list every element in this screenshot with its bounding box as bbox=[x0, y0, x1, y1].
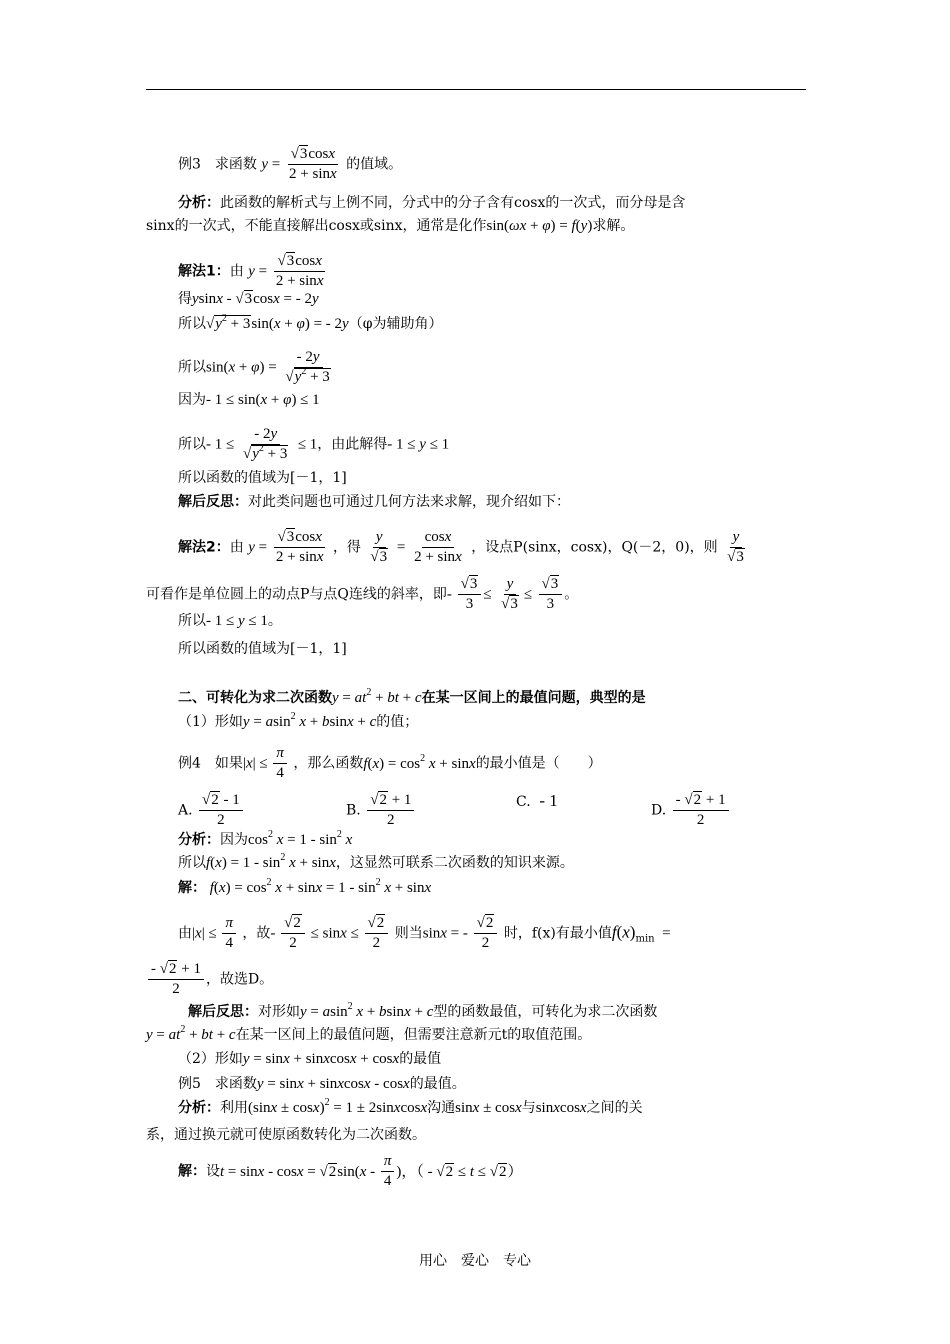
example-5: 例5 求函数y = sinx + sinxcosx - cosx的最值。 bbox=[178, 1076, 466, 1092]
page-footer: 用心 爱心 专心 bbox=[419, 1253, 531, 1269]
option-b[interactable]: B. $\frac{√2 + 1}{2}$ bbox=[346, 791, 416, 830]
method-2-range: 所以函数的值域为[－1，1] bbox=[178, 641, 347, 657]
method-1-line-6: 所以- 1 ≤ $\frac{- 2y}{√y^2 + 3}$ ≤ 1，由此解得- 1 ≤ y ≤ 1 bbox=[178, 426, 450, 462]
solution-4-line-1: 解： $f(x) = \cos^2 x + \sin x = 1 - \sin^2 x + \sin x$ bbox=[178, 877, 432, 896]
solution-4-line-3: $\frac{- √2 + 1}{2}$ ，故选D。 bbox=[146, 960, 273, 999]
analysis-2-line-1: 分析：因为$\cos^2 x = 1 - \sin^2 x$ bbox=[178, 829, 353, 848]
section-2-item-2: （2）形如y = sinx + sinxcosx + cosx的最值 bbox=[178, 1051, 442, 1067]
method-1-line-5: 因为- 1 ≤ sin(x + φ) ≤ 1 bbox=[178, 392, 320, 408]
reflection-1: 解后反思：对此类问题也可通过几何方法来求解，现介绍如下： bbox=[178, 494, 570, 510]
section-2-title: 二、可转化为求二次函数$y = at^2$ + bt + c在某一区间上的最值问题，典型的是 bbox=[178, 687, 646, 706]
method-1-range: 所以函数的值域为[－1，1] bbox=[178, 470, 347, 486]
method-1-line-1: 解法1：由 y = $\frac{√3\cos x}{2 + \sin x}$ bbox=[178, 253, 324, 289]
example-4: 例4 如果|x| ≤ $\frac{\pi}{4}$ ，那么函数$f(x) = \cos^2 x + \sin x$的最小值是（ ） bbox=[178, 745, 602, 781]
header-rule bbox=[146, 89, 806, 90]
method-1-line-3: 所以$√y^2 + 3\sin(x + \varphi)$ = - 2y（φ为辅助角） bbox=[178, 313, 443, 332]
solution-4-line-2: 由|x| ≤ $\frac{\pi}{4}$ ，故- $\frac{√2}{2}$ ≤ sinx ≤ $\frac{√2}{2}$ 则当sinx = - $\frac{√2}{2}$ 时，f(x)有最小值$f(x)_{min}$ = bbox=[178, 915, 671, 951]
option-a[interactable]: A. $\frac{√2 - 1}{2}$ bbox=[178, 791, 245, 830]
method-2-line-3: 所以- 1 ≤ y ≤ 1。 bbox=[178, 613, 282, 629]
analysis-2-line-2: 所以$f(x) = 1 - \sin^2 x + \sin x$，这显然可联系二次函数的知识来源。 bbox=[178, 852, 574, 871]
section-2-item-1: （1）形如y = asin$^2$ x + bsinx + c的值； bbox=[178, 711, 419, 730]
method-1-line-4: 所以sin(x + φ) = $\frac{- 2y}{√y^2 + 3}$ bbox=[178, 349, 330, 385]
reflection-2-line-1: 解后反思：对形如y = asin$^2$ x + bsinx + c型的函数最值，可转化为求二次函数 bbox=[188, 1001, 658, 1020]
analysis-line-1: 分析：此函数的解析式与上例不同，分式中的分子含有cosx的一次式，而分母是含 bbox=[178, 195, 686, 211]
method-2-line-1: 解法2：由 y = $\frac{√3\cos x}{2 + \sin x}$ ，得 $\frac{y}{√3}$ = $\frac{\cos x}{2 + \sin x}$ ，设点P(sinx，cosx)，Q(－2，0)，则 $\frac{y}{√3}$ bbox=[178, 529, 744, 565]
analysis-3-line-2: 系，通过换元就可使原函数转化为二次函数。 bbox=[146, 1127, 426, 1143]
solution-5: 解：设t = sinx - cosx = √2sin(x - $\frac{\pi}{4}$ )，（ - √2 ≤ t ≤ √2） bbox=[178, 1153, 523, 1189]
analysis-line-2: sinx的一次式，不能直接解出cosx或sinx，通常是化作sin(ωx + φ) = f(y)求解。 bbox=[146, 218, 635, 234]
reflection-2-line-2: $y = at^2$ + bt + c在某一区间上的最值问题，但需要注意新元t的取值范围。 bbox=[146, 1024, 592, 1043]
method-2-line-2: 可看作是单位圆上的动点P与点Q连线的斜率，即- $\frac{√3}{3}$ ≤ $\frac{y}{√3}$ ≤ $\frac{√3}{3}$ 。 bbox=[146, 576, 579, 612]
method-1-line-2: 得ysinx - √3cosx = - 2y bbox=[178, 291, 319, 307]
example-3: 例3 求函数 y = $\frac{√3\cos x}{2 + \sin x}$ 的值域。 bbox=[178, 146, 403, 182]
analysis-3-line-1: 分析：利用$(\sin x \pm \cos x)^2 = 1$ ± 2sinxcosx沟通sinx ± cosx与sinxcosx之间的关 bbox=[178, 1097, 643, 1116]
option-c[interactable]: C. - 1 bbox=[516, 791, 558, 810]
option-d[interactable]: D. $\frac{- √2 + 1}{2}$ bbox=[651, 791, 731, 830]
